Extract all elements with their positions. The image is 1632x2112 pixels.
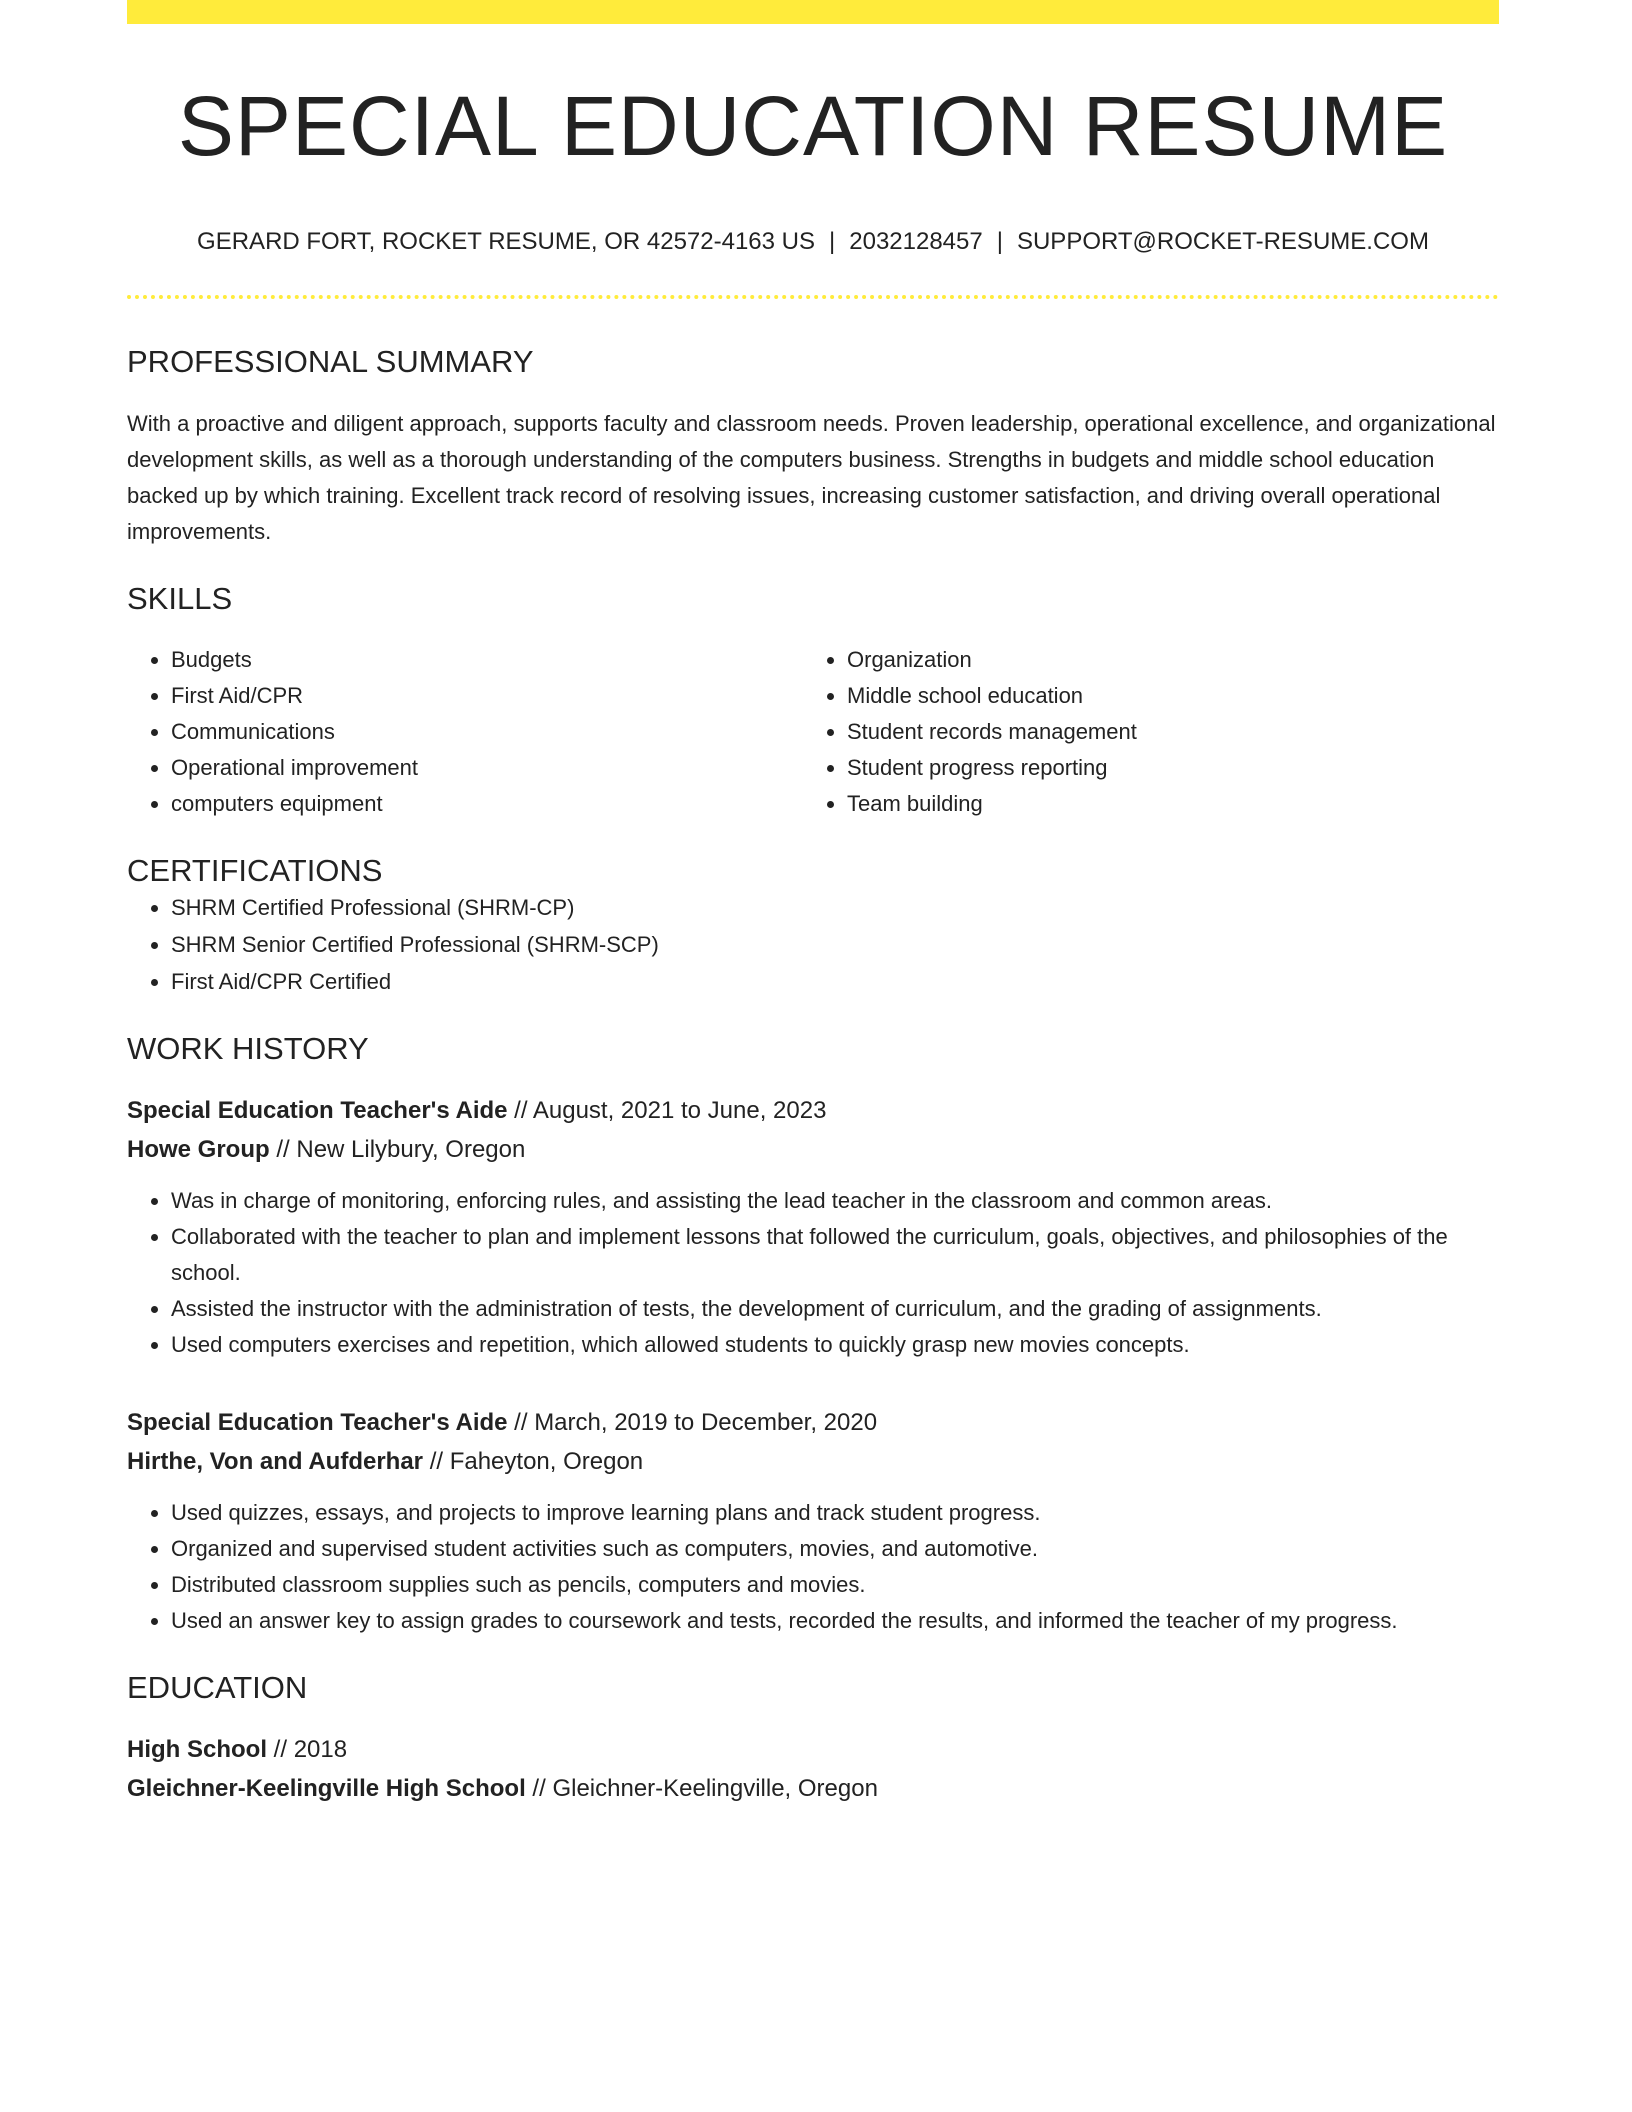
skill-item: • Student progress reporting [847, 750, 1479, 786]
skills-column-right [803, 642, 1479, 822]
job-company: Howe Group [127, 1135, 270, 1163]
education-heading: EDUCATION [127, 1669, 308, 1705]
education-school-line [127, 1769, 1499, 1808]
field-separator: // [276, 1135, 290, 1163]
contact-line [127, 228, 1499, 257]
summary-text: With a proactive and diligent approach, supports faculty and classroom needs. Proven leadership, operational excellence, and organizational development skills, as well as a thorough understanding of the computers business. Strengths in budgets and middle school education backed up by which training. Excellent track record of resolving issues, increasing customer satisfaction, and driving overall operational improvements. [127, 411, 1496, 545]
field-separator: // [514, 1408, 528, 1436]
dotted-divider [127, 295, 1499, 299]
job-title: Special Education Teacher's Aide [127, 1096, 508, 1124]
top-accent-bar [127, 0, 1499, 24]
summary-heading: PROFESSIONAL SUMMARY [127, 344, 534, 380]
job-bullet: • Used quizzes, essays, and projects to improve learning plans and track student progress. [171, 1495, 1499, 1531]
certification-item: • SHRM Senior Certified Professional (SHRM-SCP) [171, 926, 1499, 963]
job-dates: March, 2019 to December, 2020 [534, 1408, 878, 1436]
job-bullet: • Assisted the instructor with the administration of tests, the development of curriculum, and the grading of assignments. [171, 1291, 1499, 1327]
education-school: Gleichner-Keelingville High School [127, 1775, 526, 1803]
job-bullet: • Used an answer key to assign grades to coursework and tests, recorded the results, and informed the teacher of my progress. [171, 1603, 1499, 1639]
contact-separator: | [829, 228, 836, 256]
job-bullets [127, 1183, 1499, 1363]
job-location: New Lilybury, Oregon [296, 1135, 526, 1163]
education-location: Gleichner-Keelingville, Oregon [552, 1775, 878, 1803]
job-company-line [127, 1442, 1499, 1481]
work-history-heading: WORK HISTORY [127, 1030, 369, 1066]
education-year: 2018 [293, 1736, 348, 1764]
skill-item: • Team building [847, 786, 1479, 822]
job-bullet: • Used computers exercises and repetition, which allowed students to quickly grasp new movies concepts. [171, 1327, 1499, 1363]
certifications-list [127, 889, 1499, 1000]
skill-item: • Communications [171, 714, 803, 750]
job-bullet: • Was in charge of monitoring, enforcing rules, and assisting the lead teacher in the classroom and common areas. [171, 1183, 1499, 1219]
job-entry [127, 1403, 1499, 1639]
skill-item: • Middle school education [847, 678, 1479, 714]
certification-item: • First Aid/CPR Certified [171, 963, 1499, 1000]
education-degree-line [127, 1730, 1499, 1769]
field-separator: // [532, 1775, 546, 1803]
skill-item: • Student records management [847, 714, 1479, 750]
certification-item: • SHRM Certified Professional (SHRM-CP) [171, 889, 1499, 926]
job-entry [127, 1091, 1499, 1363]
contact-email: SUPPORT@ROCKET-RESUME.COM [1016, 228, 1429, 256]
job-location: Faheyton, Oregon [449, 1447, 644, 1475]
skills-column-left [127, 642, 803, 822]
field-separator: // [429, 1447, 444, 1475]
job-title-line [127, 1403, 1499, 1442]
skills-heading: SKILLS [127, 581, 233, 617]
skill-item: • computers equipment [171, 786, 803, 822]
job-company-line [127, 1130, 1499, 1169]
field-separator: // [273, 1736, 288, 1764]
education-entry [127, 1730, 1499, 1808]
job-bullets [127, 1495, 1499, 1639]
skill-item: • Operational improvement [171, 750, 803, 786]
contact-separator: | [996, 228, 1003, 256]
job-bullet: • Organized and supervised student activities such as computers, movies, and automotive. [171, 1531, 1499, 1567]
contact-address: GERARD FORT, ROCKET RESUME, OR 42572-4163 US [197, 228, 816, 256]
job-company: Hirthe, Von and Aufderhar [127, 1447, 424, 1475]
job-title: Special Education Teacher's Aide [127, 1408, 508, 1436]
job-bullet: • Collaborated with the teacher to plan and implement lessons that followed the curriculum, goals, objectives, and philosophies of the school. [171, 1219, 1499, 1291]
job-title-line [127, 1091, 1499, 1130]
job-dates: August, 2021 to June, 2023 [532, 1096, 827, 1124]
resume-page [127, 0, 1499, 1808]
job-bullet: • Distributed classroom supplies such as pencils, computers and movies. [171, 1567, 1499, 1603]
resume-title: SPECIAL EDUCATION RESUME [177, 79, 1449, 173]
contact-phone: 2032128457 [849, 228, 983, 256]
field-separator: // [514, 1096, 528, 1124]
certifications-heading: CERTIFICATIONS [127, 852, 383, 888]
skills-list [127, 642, 1499, 822]
skill-item: • First Aid/CPR [171, 678, 803, 714]
skill-item: • Budgets [171, 642, 803, 678]
skill-item: • Organization [847, 642, 1479, 678]
education-degree: High School [127, 1736, 267, 1764]
